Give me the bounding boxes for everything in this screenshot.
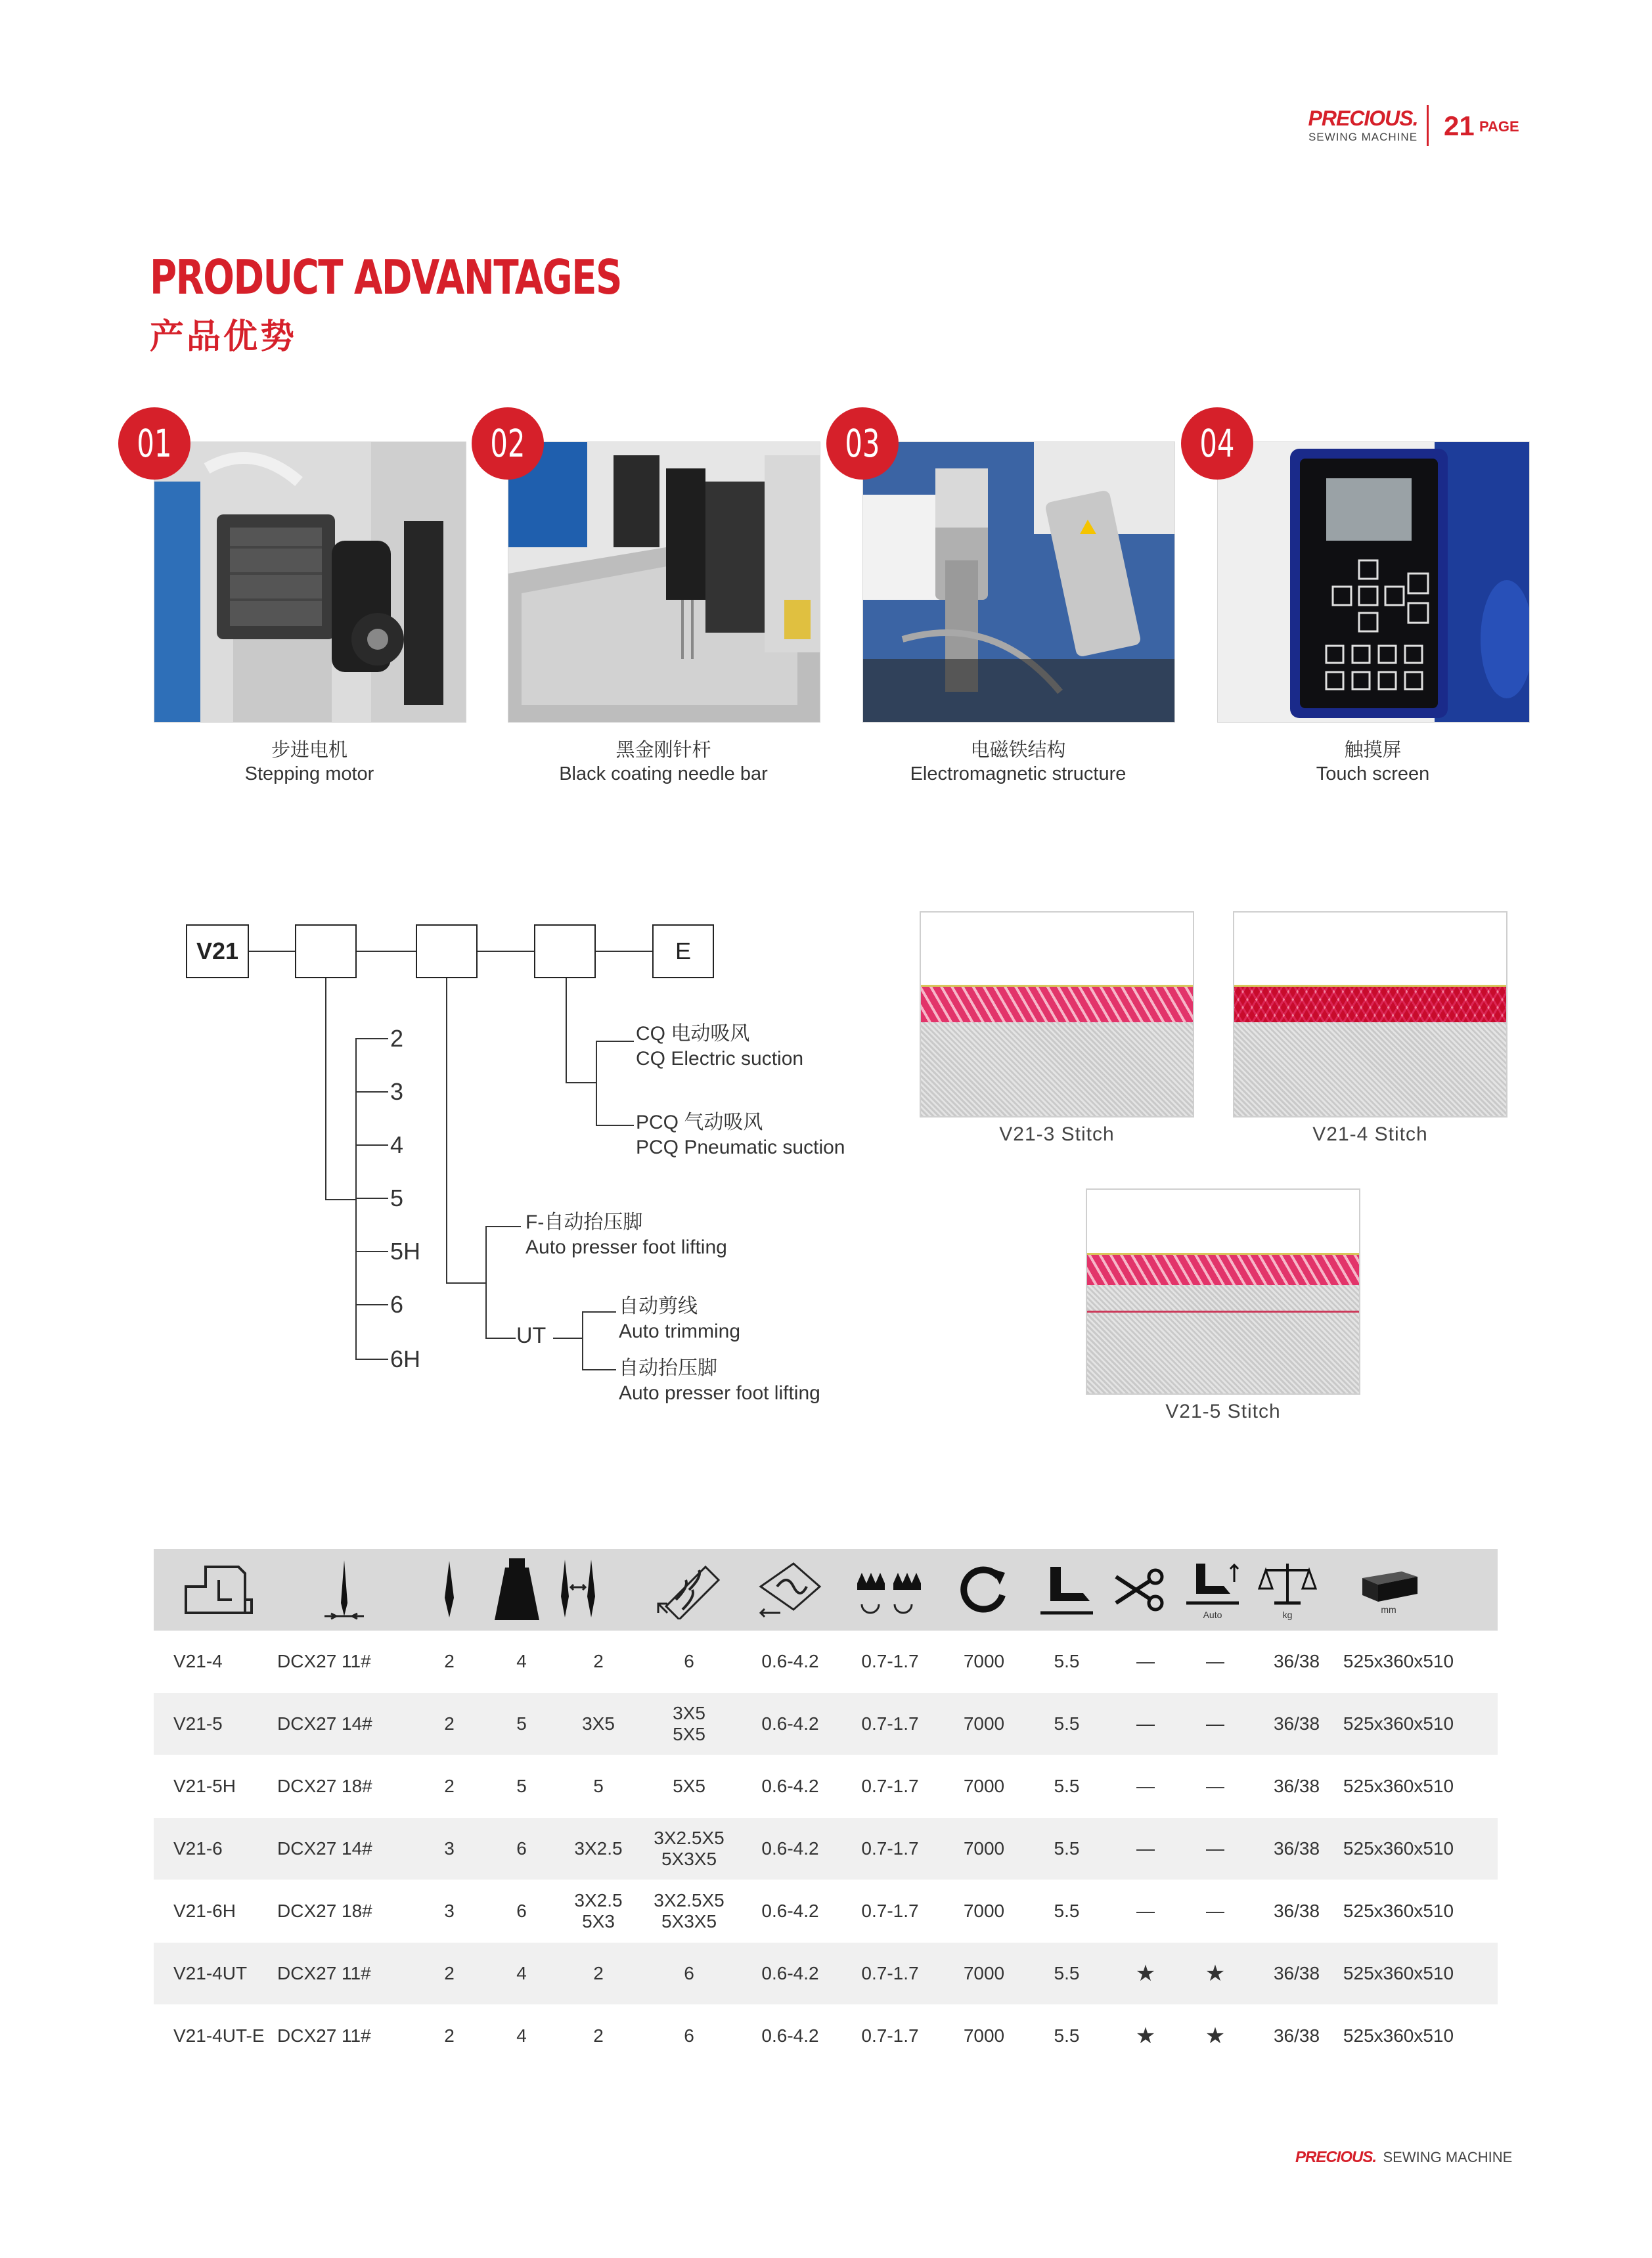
table-cell: 36/38	[1273, 2025, 1320, 2046]
table-cell: DCX27 14#	[277, 1838, 372, 1859]
table-cell: 2	[593, 2025, 604, 2046]
table-cell: 2	[593, 1651, 604, 1671]
table-cell: V21-5	[173, 1713, 223, 1734]
table-cell: DCX27 11#	[277, 2025, 371, 2046]
needle-count-icon	[416, 1558, 482, 1621]
table-cell: 7000	[963, 1713, 1005, 1734]
table-cell: 525x360x510	[1343, 1651, 1454, 1671]
table-cell: V21-6	[173, 1838, 223, 1859]
diagram-line	[485, 1226, 521, 1227]
diagram-line	[582, 1311, 583, 1370]
stitch-caption: V21-5 Stitch	[1165, 1401, 1281, 1422]
table-cell: 525x360x510	[1343, 1901, 1454, 1921]
stitch-sample-v21-4	[1233, 911, 1507, 1118]
table-cell: 5.5	[1054, 1713, 1080, 1734]
header-logo	[1307, 106, 1419, 144]
table-cell: ★	[1135, 2023, 1156, 2048]
table-cell: V21-4UT-E	[173, 2025, 265, 2046]
footer-text: SEWING MACHINE	[1383, 2149, 1513, 2165]
needle-gauge-icon	[545, 1558, 611, 1621]
table-cell: 0.6-4.2	[761, 2025, 819, 2046]
table-cell: 5	[516, 1776, 527, 1796]
diagram-line	[355, 1359, 388, 1360]
feature-caption-cn: 步进电机	[271, 740, 347, 761]
table-cell: 3X2.5	[574, 1838, 623, 1859]
table-cell: DCX27 18#	[277, 1776, 372, 1796]
table-cell: 0.6-4.2	[761, 1651, 819, 1671]
table-cell: 5.5	[1054, 1776, 1080, 1796]
table-cell: —	[1136, 1901, 1155, 1921]
table-cell: —	[1136, 1776, 1155, 1796]
trimmer-icon	[1100, 1558, 1178, 1621]
electromagnet-photo	[862, 441, 1175, 723]
table-cell: —	[1206, 1838, 1224, 1859]
diagram-line	[596, 1125, 634, 1126]
page-title-cn: 产品优势	[150, 317, 298, 357]
thread-option: 6H	[390, 1345, 421, 1372]
diagram-line	[582, 1311, 616, 1313]
table-cell: —	[1206, 1901, 1224, 1921]
suction-box	[534, 924, 596, 978]
thread-cone-icon	[481, 1558, 553, 1621]
option-box	[416, 924, 478, 978]
table-cell: 0.7-1.7	[861, 1963, 919, 1983]
table-cell: 2	[444, 1713, 455, 1734]
table-cell: 3X5	[582, 1713, 615, 1734]
auto-foot-lift-icon	[1173, 1558, 1252, 1621]
model-box: V21	[186, 924, 249, 978]
feature-badge-number: 04	[1199, 421, 1235, 466]
table-cell: 3	[444, 1838, 455, 1859]
stitch-caption: V21-3 Stitch	[999, 1123, 1115, 1145]
table-cell: ★	[1205, 1961, 1226, 1986]
table-cell: 6	[516, 1838, 527, 1859]
feature-badge-01	[118, 407, 190, 480]
suction-option-cn: CQ 电动吸风	[636, 1023, 750, 1045]
table-cell: 3	[444, 1901, 455, 1921]
footer-logo	[1295, 2148, 1512, 2167]
table-cell: 7000	[963, 1901, 1005, 1921]
spec-table-header	[154, 1549, 1498, 1631]
table-cell: 6	[684, 1963, 694, 1983]
page-title-en: PRODUCT ADVANTAGES	[150, 250, 621, 305]
table-cell: 5X5	[673, 1776, 705, 1796]
feature-caption-03	[847, 738, 1189, 786]
diagram-line	[355, 1038, 388, 1039]
f-option-label	[525, 1210, 727, 1260]
feature-badge-02	[472, 407, 544, 480]
table-cell: 5.5	[1054, 1838, 1080, 1859]
diagram-line	[325, 978, 326, 1200]
table-row	[154, 1631, 1498, 1692]
table-cell: 525x360x510	[1343, 1838, 1454, 1859]
f-option-en: Auto presser foot lifting	[525, 1236, 727, 1258]
table-cell: 36/38	[1273, 1651, 1320, 1671]
suction-option-en: PCQ Pneumatic suction	[636, 1137, 845, 1158]
thread-option: 5H	[390, 1238, 421, 1265]
table-cell: 5.5	[1054, 1963, 1080, 1983]
feature-caption-02	[493, 738, 834, 786]
feature-caption-en: Black coating needle bar	[559, 763, 768, 784]
table-cell: 36/38	[1273, 1901, 1320, 1921]
table-row	[154, 1693, 1498, 1755]
table-cell: 0.6-4.2	[761, 1776, 819, 1796]
table-row	[154, 1755, 1498, 1817]
table-cell: 4	[516, 2025, 527, 2046]
ut-option-foot-lifting	[619, 1356, 820, 1406]
suction-option-en: CQ Electric suction	[636, 1048, 804, 1070]
diagram-line	[355, 1251, 388, 1252]
differential-feed-icon	[847, 1558, 933, 1621]
table-row	[154, 1880, 1498, 1942]
table-cell: 2	[444, 1651, 455, 1671]
table-row	[154, 2005, 1498, 2067]
table-cell: 525x360x510	[1343, 1776, 1454, 1796]
stitch-length-icon	[741, 1558, 839, 1621]
table-cell: V21-5H	[173, 1776, 236, 1796]
table-cell: 0.6-4.2	[761, 1838, 819, 1859]
table-cell: DCX27 11#	[277, 1963, 371, 1983]
diagram-line	[485, 1338, 516, 1339]
diagram-line	[596, 1041, 597, 1126]
table-cell: 0.7-1.7	[861, 1901, 919, 1921]
table-cell: 36/38	[1273, 1963, 1320, 1983]
diagram-line	[355, 1304, 388, 1305]
diagram-line	[325, 1199, 355, 1200]
diagram-line	[357, 951, 416, 952]
diagram-line	[566, 978, 567, 1083]
thread-option: 4	[390, 1131, 404, 1158]
diagram-line	[355, 1091, 388, 1093]
table-cell: V21-6H	[173, 1901, 236, 1921]
table-cell: 5.5	[1054, 2025, 1080, 2046]
diagram-line	[596, 951, 652, 952]
table-cell: ★	[1205, 2023, 1226, 2048]
thread-option: 3	[390, 1078, 404, 1105]
feature-caption-en: Electromagnetic structure	[910, 763, 1127, 784]
table-cell: 2	[444, 1963, 455, 1983]
page-label: PAGE	[1479, 118, 1519, 135]
feature-badge-03	[826, 407, 899, 480]
brand-name: PRECIOUS.	[1308, 106, 1418, 130]
feature-badge-number: 01	[137, 421, 172, 466]
feature-caption-en: Touch screen	[1316, 763, 1430, 784]
header-divider	[1427, 105, 1429, 146]
table-cell: 3X5 5X5	[673, 1703, 705, 1744]
stitch-sample-v21-5	[1086, 1188, 1360, 1395]
stitch-caption: V21-4 Stitch	[1312, 1123, 1428, 1145]
table-cell: 3X2.5 5X3	[574, 1890, 623, 1931]
thread-option: 5	[390, 1185, 404, 1211]
diagram-line	[249, 951, 295, 952]
diagram-line	[355, 1144, 388, 1146]
diagram-line	[446, 978, 447, 1284]
table-cell: 5.5	[1054, 1651, 1080, 1671]
feature-badge-number: 02	[490, 421, 525, 466]
diagram-line	[355, 1038, 357, 1360]
table-cell: 525x360x510	[1343, 2025, 1454, 2046]
table-cell: 4	[516, 1963, 527, 1983]
suffix-box: E	[652, 924, 714, 978]
f-option-cn: F-自动抬压脚	[525, 1211, 643, 1233]
feature-badge-number: 03	[845, 421, 880, 466]
table-cell: 5	[516, 1713, 527, 1734]
touch-screen-photo	[1217, 441, 1530, 723]
table-cell: 0.6-4.2	[761, 1713, 819, 1734]
table-cell: 4	[516, 1651, 527, 1671]
diagram-line	[478, 951, 534, 952]
diagram-line	[355, 1198, 388, 1199]
auto-foot-lift-caption: Auto	[1203, 1610, 1222, 1620]
ut-option-cn: 自动剪线	[619, 1296, 698, 1317]
diagram-line	[582, 1369, 616, 1370]
suction-option-pneumatic	[636, 1110, 845, 1160]
table-cell: 6	[516, 1901, 527, 1921]
thread-option: 2	[390, 1025, 404, 1052]
suction-option-electric	[636, 1022, 803, 1072]
diagram-line	[446, 1282, 485, 1284]
package-size-caption: mm	[1381, 1604, 1396, 1615]
page-number: 21	[1444, 110, 1475, 141]
diagram-line	[566, 1082, 597, 1083]
ut-option-cn: 自动抬压脚	[619, 1357, 717, 1379]
table-cell: 525x360x510	[1343, 1713, 1454, 1734]
diagram-line	[553, 1338, 583, 1339]
stitch-width-icon	[640, 1558, 738, 1621]
table-cell: 7000	[963, 2025, 1005, 2046]
table-cell: 2	[444, 1776, 455, 1796]
brand-subtitle: SEWING MACHINE	[1308, 131, 1418, 143]
machine-icon	[177, 1558, 256, 1621]
suction-option-cn: PCQ 气动吸风	[636, 1112, 763, 1133]
table-cell: —	[1206, 1776, 1224, 1796]
table-cell: 3X2.5X5 5X3X5	[654, 1828, 725, 1869]
feature-caption-cn: 触摸屏	[1344, 740, 1402, 761]
table-row	[154, 1818, 1498, 1880]
stepping-motor-photo	[154, 441, 466, 723]
thread-box	[295, 924, 357, 978]
diagram-line	[485, 1226, 487, 1339]
table-cell: 0.6-4.2	[761, 1901, 819, 1921]
feature-caption-cn: 电磁铁结构	[970, 740, 1066, 761]
table-cell: 0.7-1.7	[861, 2025, 919, 2046]
feature-caption-01	[139, 738, 480, 786]
table-cell: 36/38	[1273, 1713, 1320, 1734]
table-cell: 525x360x510	[1343, 1963, 1454, 1983]
table-cell: 0.7-1.7	[861, 1776, 919, 1796]
table-cell: 5	[593, 1776, 604, 1796]
table-cell: DCX27 11#	[277, 1651, 371, 1671]
table-cell: —	[1136, 1838, 1155, 1859]
table-cell: 2	[444, 2025, 455, 2046]
table-cell: DCX27 14#	[277, 1713, 372, 1734]
table-row	[154, 1943, 1498, 2004]
ut-option-en: Auto presser foot lifting	[619, 1382, 820, 1404]
ut-option-en: Auto trimming	[619, 1321, 741, 1342]
table-cell: —	[1206, 1713, 1224, 1734]
table-cell: 7000	[963, 1776, 1005, 1796]
stitch-sample-v21-3	[920, 911, 1194, 1118]
table-cell: 7000	[963, 1651, 1005, 1671]
table-cell: 7000	[963, 1963, 1005, 1983]
needle-system-icon	[305, 1558, 384, 1621]
table-cell: —	[1206, 1651, 1224, 1671]
table-cell: 0.6-4.2	[761, 1963, 819, 1983]
footer-brand: PRECIOUS.	[1295, 2148, 1377, 2166]
feature-caption-cn: 黑金刚针杆	[615, 740, 711, 761]
table-cell: 7000	[963, 1838, 1005, 1859]
table-cell: 6	[684, 2025, 694, 2046]
table-cell: 0.7-1.7	[861, 1651, 919, 1671]
table-cell: ★	[1135, 1961, 1156, 1986]
ut-label: UT	[516, 1323, 547, 1348]
table-cell: V21-4	[173, 1651, 223, 1671]
speed-icon	[945, 1558, 1023, 1621]
table-cell: —	[1136, 1713, 1155, 1734]
weight-scale-icon	[1248, 1558, 1327, 1621]
table-cell: 36/38	[1273, 1838, 1320, 1859]
table-cell: V21-4UT	[173, 1963, 248, 1983]
table-cell: 0.7-1.7	[861, 1713, 919, 1734]
needle-bar-photo	[508, 441, 820, 723]
presser-foot-lift-icon	[1027, 1558, 1106, 1621]
feature-caption-en: Stepping motor	[244, 763, 374, 784]
feature-caption-04	[1202, 738, 1544, 786]
table-cell: 6	[684, 1651, 694, 1671]
table-cell: 36/38	[1273, 1776, 1320, 1796]
feature-badge-04	[1181, 407, 1253, 480]
package-size-icon	[1336, 1558, 1441, 1621]
ut-option-trimming	[619, 1294, 740, 1344]
table-cell: 3X2.5X5 5X3X5	[654, 1890, 725, 1931]
table-cell: 5.5	[1054, 1901, 1080, 1921]
table-cell: 0.7-1.7	[861, 1838, 919, 1859]
weight-caption: kg	[1282, 1610, 1293, 1620]
thread-option: 6	[390, 1291, 404, 1318]
table-cell: —	[1136, 1651, 1155, 1671]
diagram-line	[596, 1041, 634, 1042]
table-cell: DCX27 18#	[277, 1901, 372, 1921]
table-cell: 2	[593, 1963, 604, 1983]
